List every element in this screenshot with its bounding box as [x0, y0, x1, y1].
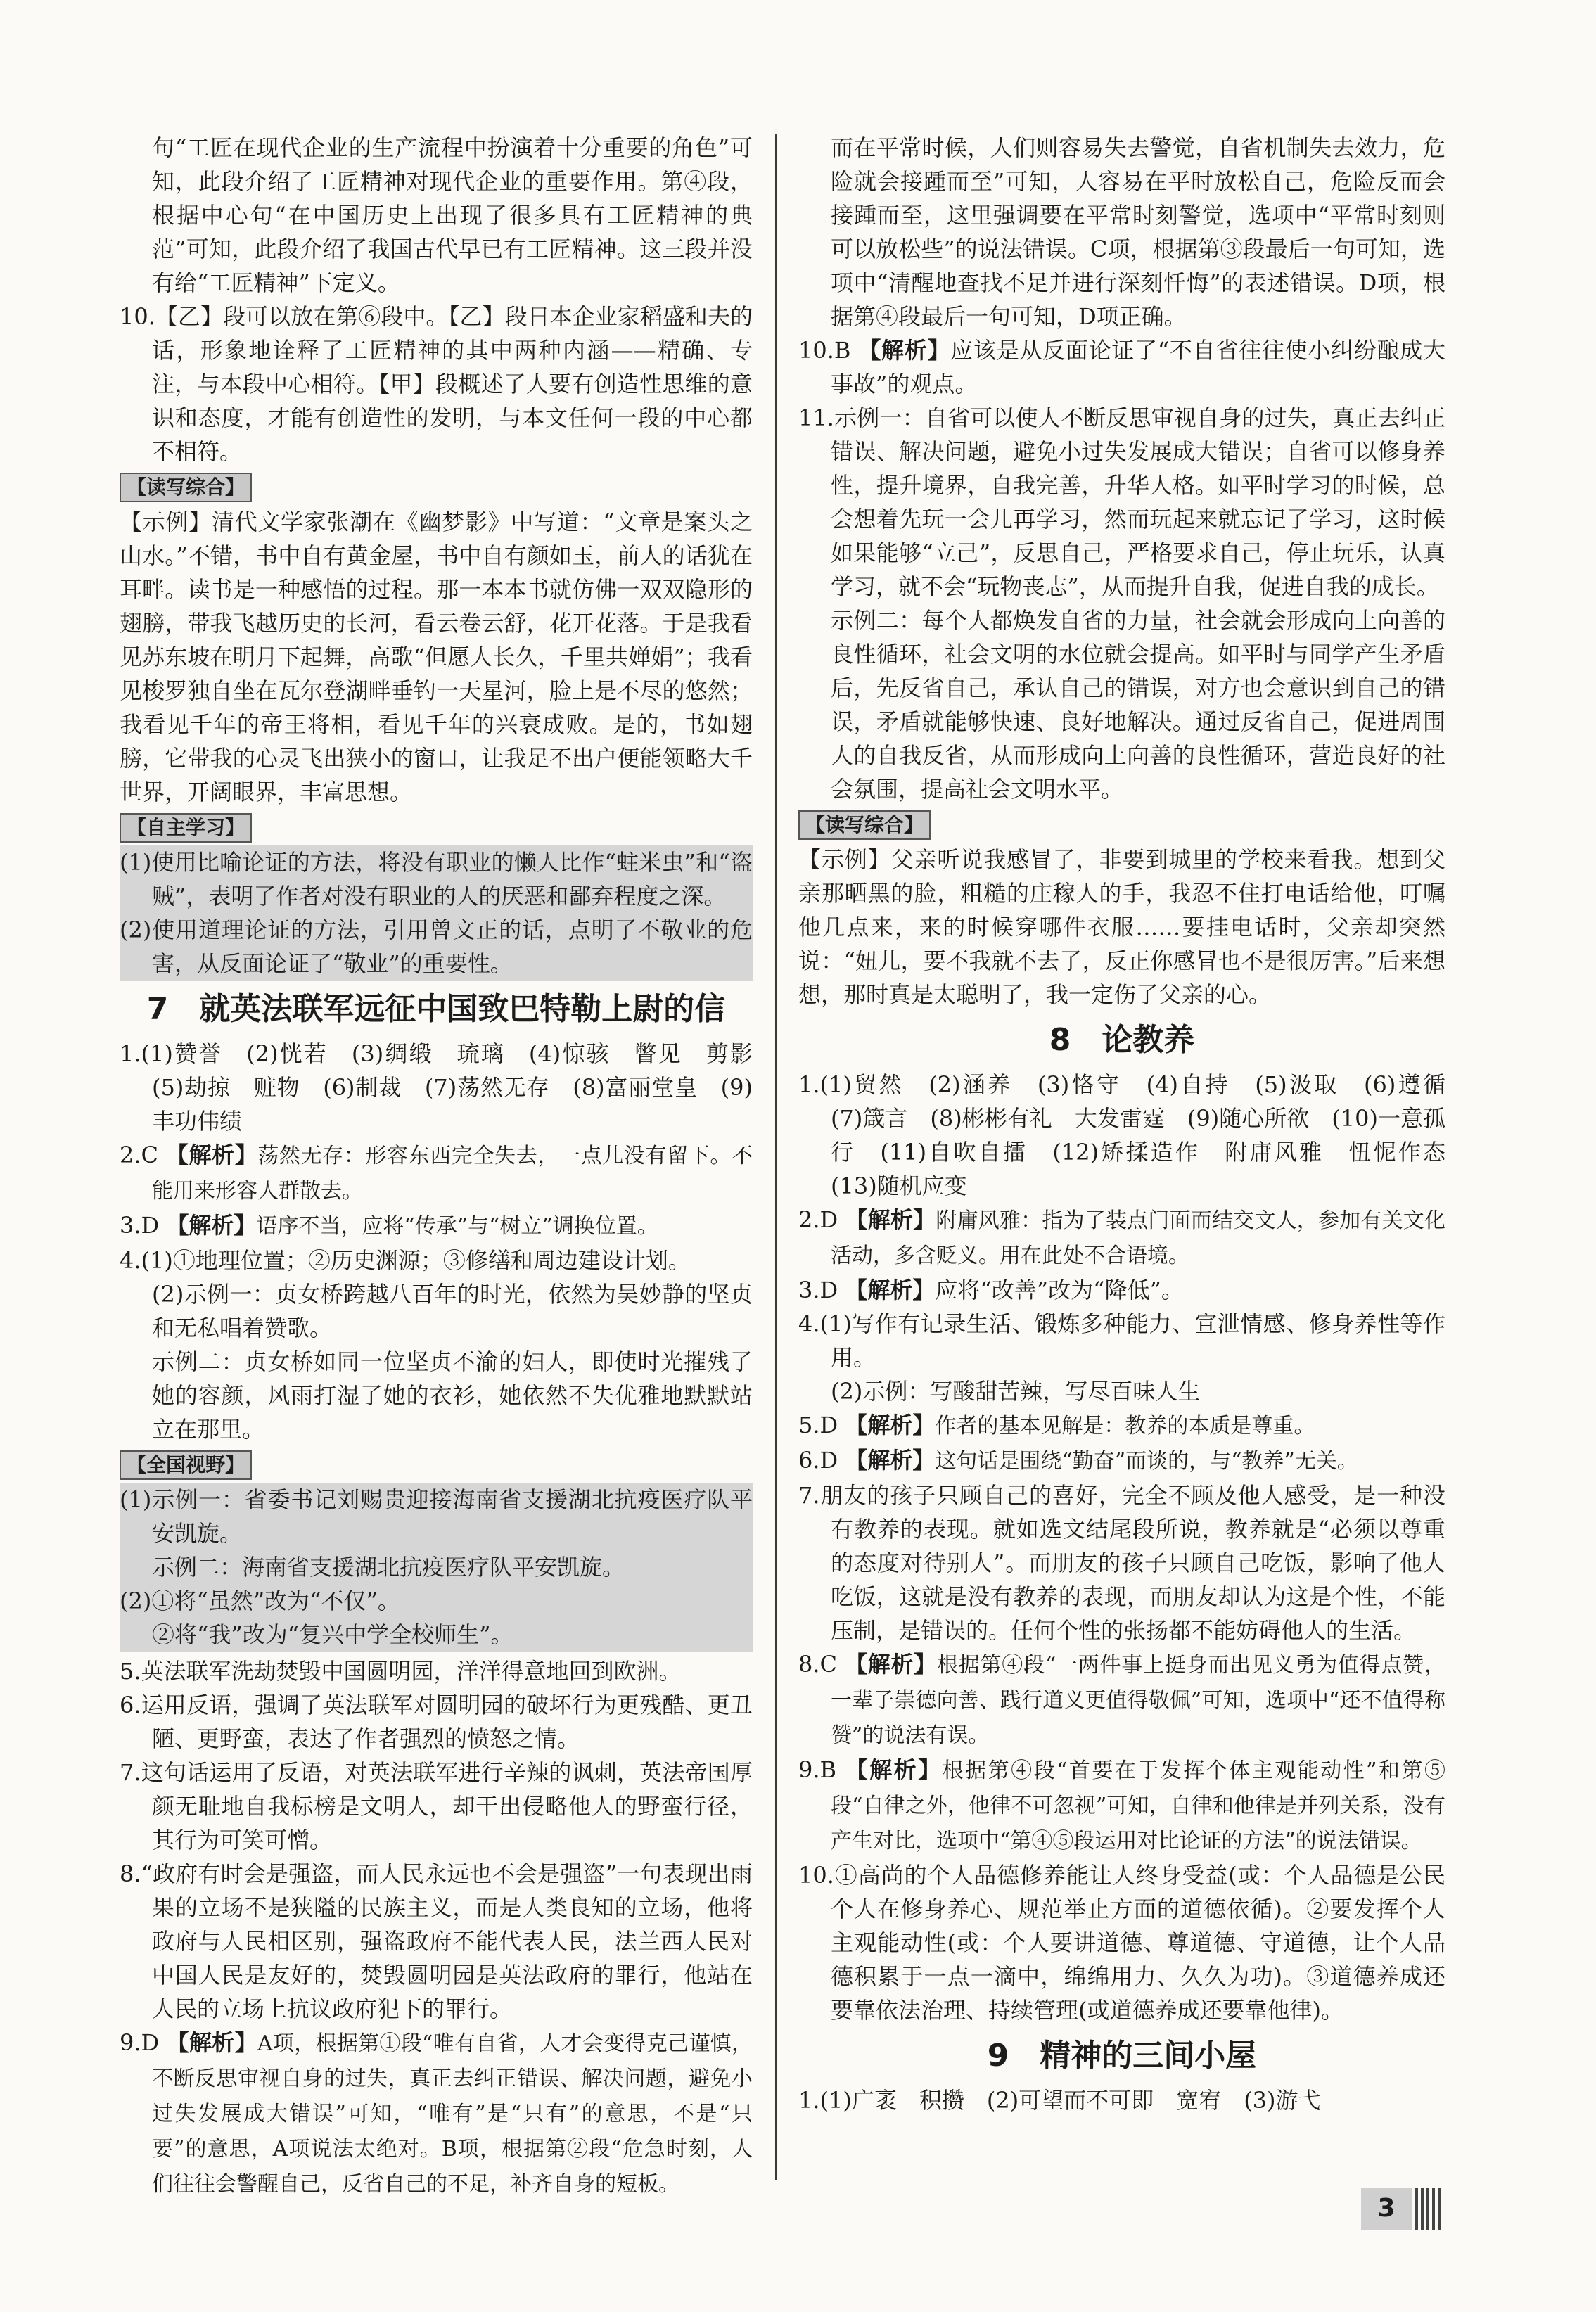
quanguo-item-2: 示例二：海南省支援湖北抗疫医疗队平安凯旋。 [152, 1554, 625, 1580]
section-tag-zizhu: 【 自主学习 】 [120, 813, 252, 843]
quanguo-item-4: ②将“我”改为“复兴中学全校师生”。 [152, 1621, 513, 1648]
section-tag-duxie-right: 【 读写综合 】 [798, 810, 931, 840]
zizhu-box [120, 845, 753, 981]
quanguo-item-3: (2)①将“虽然”改为“不仅”。 [120, 1588, 400, 1614]
answer-7-6: 6.运用反语，强调了英法联军对圆明园的破坏行为更残酷、更丑陋、更野蛮，表达了作者强烈的愤怒之情。 [120, 1692, 753, 1752]
answer-7-8: 8.“政府有时会是强盗，而人民永远也不会是强盗”一句表现出雨果的立场不是狭隘的民族主义，而是人类良知的立场，他将政府与人民相区别，强盗政府不能代表人民，法兰西人民对中国人民是友好的，焚毁圆明园是英法政府的罪行，他站在人民的立场上抗议政府犯下的罪行。 [120, 1860, 753, 2022]
answer-8-1: 1.(1)贸然 (2)涵养 (3)恪守 (4)自持 (5)汲取 (6)遵循 (7)箴言 (8)彬彬有礼 大发雷霆 (9)随心所欲 (10)一意孤行 (11)自吹自擂 (12)矫揉造作 附庸风雅 忸怩作态 (13)随机应变 [798, 1071, 1469, 1199]
answer-10-right: 10.B 【 解析 】 应该是从反面论证了“不自省往往使小纠纷酿成大事故”的观点。 [798, 333, 1445, 401]
column-divider [775, 134, 777, 2180]
answer-7-9: 9.D 【 解析 】 A项，根据第①段“唯有自省，人才会变得克己谨慎，不断反思审视自身的过失，真正去纠正错误、解决问题，避免小过失发展成大错误”可知，“唯有”是“只有”的意思，不是“只要”的意思，A项说法太绝对。B项，根据第②段“危急时刻，人们往往会警醒自己，反省自己的不足，补齐自身的短板。 [120, 2026, 753, 2202]
right-column [798, 131, 1469, 2199]
answer-11a: 11.示例一：自省可以使人不断反思审视自身的过失，真正去纠正错误、解决问题，避免小过失发展成大错误；自省可以修身养性，提升境界，自我完善，升华人格。如平时学习的时候，总会想着先玩一会儿再学习，然而玩起来就忘记了学习，这时候如果能够“立己”，反思自己，严格要求自己，停止玩乐，认真学习，就不会“玩物丧志”，从而提升自我，促进自我的成长。 [798, 404, 1445, 600]
answer-9-1: 1.(1)广袤 积攒 (2)可望而不可即 宽宥 (3)游弋 [798, 2087, 1321, 2114]
answer-8-4a: 4.(1)写作有记录生活、锻炼多种能力、宣泄情感、修身养性等作用。 [798, 1310, 1445, 1371]
lesson-9-title: 9 精神的三间小屋 [987, 2038, 1257, 2074]
answer-7-7: 7.这句话运用了反语，对英法联军进行辛辣的讽刺，英法帝国厚颜无耻地自我标榜是文明人，却干出侵略他人的野蛮行径，其行为可笑可憎。 [120, 1759, 753, 1853]
answer-8-3: 3.D 【 解析 】 应将“改善”改为“降低”。 [798, 1273, 1445, 1307]
answer-7-4a: 4.(1)①地理位置；②历史渊源；③修缮和周边建设计划。 [120, 1247, 691, 1274]
answer-7-2: 2.C 【 解析 】 荡然无存：形容东西完全失去，一点儿没有留下。不能用来形容人群散去。 [120, 1138, 753, 1208]
continuation-paragraph: 而在平常时候，人们则容易失去警觉，自省机制失去效力，危险就会接踵而至”可知，人容易在平时放松自己，危险反而会接踵而至，这里强调要在平常时刻警觉，选项中“平常时刻则可以放松些”的说法错误。C项，根据第③段最后一句可知，选项中“清醒地查找不足并进行深刻忏悔”的表述错误。D项，根据第④段最后一句可知，D项正确。 [831, 134, 1445, 330]
section-tag-duxie-left: 【 读写综合 】 [120, 473, 252, 502]
answer-8-6: 6.D 【 解析 】 这句话是围绕“勤奋”而谈的，与“教养”无关。 [798, 1443, 1445, 1478]
duxie-example-left: 【示例】清代文学家张潮在《幽梦影》中写道：“文章是案头之山水。”不错，书中自有黄金屋，书中自有颜如玉，前人的话犹在耳畔。读书是一种感悟的过程。那一本本书就仿佛一双双隐形的翅膀，带我飞越历史的长河，看云卷云舒，花开花落。于是我看见苏东坡在明月下起舞，高歌“但愿人长久，千里共婵娟”；我看见梭罗独自坐在瓦尔登湖畔垂钓一天星河，脸上是不尽的悠然；我看见千年的帝王将相，看见千年的兴衰成败。是的，书如翅膀，它带我的心灵飞出狭小的窗口，让我足不出户便能领略大千世界，开阔眼界，丰富思想。 [120, 509, 753, 805]
intro-paragraph: 句“工匠在现代企业的生产流程中扮演着十分重要的角色”可知，此段介绍了工匠精神对现代企业的重要作用。第④段，根据中心句“在中国历史上出现了很多具有工匠精神的典范”可知，此段介绍了我国古代早已有工匠精神。这三段并没有给“工匠精神”下定义。 [152, 134, 753, 296]
answer-10-left: 10.【乙】段可以放在第⑥段中。【乙】段日本企业家稻盛和夫的话，形象地诠释了工匠精神的其中两种内涵——精确、专注，与本段中心相符。【甲】段概述了人要有创造性思维的意识和态度，才能有创造性的发明，与本文任何一段的中心都不相符。 [120, 303, 753, 465]
answer-7-1: 1.(1)赞誉 (2)恍若 (3)绸缎 琉璃 (4)惊骇 瞥见 剪影 (5)劫掠 赃物 (6)制裁 (7)荡然无存 (8)富丽堂皇 (9)丰功伟绩 [120, 1040, 776, 1135]
section-tag-quanguo: 【 全国视野 】 [120, 1450, 252, 1480]
zizhu-item-2: (2)使用道理论证的方法，引用曾文正的话，点明了不敬业的危害，从反面论证了“敬业”的重要性。 [120, 917, 753, 977]
duxie-example-right: 【示例】父亲听说我感冒了，非要到城里的学校来看我。想到父亲那晒黑的脸，粗糙的庄稼人的手，我忍不住打电话给他，叮嘱他几点来，来的时候穿哪件衣服……要挂电话时，父亲却突然说：“妞儿，要不我就不去了，反正你感冒也不是很厉害。”后来想想，那时真是太聪明了，我一定伤了父亲的心。 [798, 846, 1445, 1008]
answer-8-5: 5.D 【 解析 】 作者的基本见解是：教养的本质是尊重。 [798, 1408, 1445, 1443]
page-number: 3 [1361, 2188, 1412, 2230]
page-number-stripes [1415, 2188, 1443, 2230]
answer-11b: 示例二：每个人都焕发自省的力量，社会就会形成向上向善的良性循环，社会文明的水位就会提高。如平时与同学产生矛盾后，先反省自己，承认自己的错误，对方也会意识到自己的错误，矛盾就能够快速、良好地解决。通过反省自己，促进周围人的自我反省，从而形成向上向善的良性循环，营造良好的社会氛围，提高社会文明水平。 [831, 607, 1445, 803]
quanguo-item-1: (1)示例一：省委书记刘赐贵迎接海南省支援湖北抗疫医疗队平安凯旋。 [120, 1486, 753, 1547]
answer-7-4b: (2)示例一：贞女桥跨越八百年的时光，依然为吴妙静的坚贞和无私唱着赞歌。 [152, 1281, 753, 1341]
answer-8-8: 8.C 【 解析 】 根据第④段“一两件事上挺身而出见义勇为值得点赞，一辈子崇德向善、践行道义更值得敬佩”可知，选项中“还不值得称赞”的说法有误。 [798, 1647, 1445, 1753]
answer-8-4b: (2)示例：写酸甜苦辣，写尽百味人生 [831, 1378, 1201, 1405]
answer-7-5: 5.英法联军洗劫焚毁中国圆明园，洋洋得意地回到欧洲。 [120, 1658, 682, 1685]
answer-8-9: 9.B 【 解析 】 根据第④段“首要在于发挥个体主观能动性”和第⑤段“自律之外，他律不可忽视”可知，自律和他律是并列关系，没有产生对比，选项中“第④⑤段运用对比论证的方法”的说法错误。 [798, 1753, 1445, 1858]
quanguo-box [120, 1483, 753, 1652]
lesson-8-title: 8 论教养 [1049, 1022, 1195, 1058]
answer-7-4c: 示例二：贞女桥如同一位坚贞不渝的妇人，即使时光摧残了她的容颜，风雨打湿了她的衣衫，她依然不失优雅地默默站立在那里。 [152, 1348, 753, 1443]
answer-8-2: 2.D 【 解析 】 附庸风雅：指为了装点门面而结交文人，参加有关文化活动，多含贬义。用在此处不合语境。 [798, 1203, 1445, 1273]
answer-8-7: 7.朋友的孩子只顾自己的喜好，完全不顾及他人感受，是一种没有教养的表现。就如选文结尾段所说，教养就是“必须以尊重的态度对待别人”。而朋友的孩子只顾自己吃饭，影响了他人吃饭，这就是没有教养的表现，而朋友却认为这是个性，不能压制，是错误的。任何个性的张扬都不能妨碍他人的生活。 [798, 1482, 1445, 1644]
left-column [120, 131, 776, 2199]
zizhu-item-1: (1)使用比喻论证的方法，将没有职业的懒人比作“蛀米虫”和“盗贼”，表明了作者对没有职业的人的厌恶和鄙弃程度之深。 [120, 849, 753, 909]
lesson-7-title: 7 就英法联军远征中国致巴特勒上尉的信 [146, 991, 726, 1027]
answer-7-3: 3.D 【 解析 】 语序不当，应将“传承”与“树立”调换位置。 [120, 1208, 753, 1244]
answer-8-10: 10.①高尚的个人品德修养能让人终身受益(或：个人品德是公民个人在修身养心、规范举止方面的道德依循)。②要发挥个人主观能动性(或：个人要讲道德、尊道德、守道德，让个人品德积累于一点一滴中，绵绵用力、久久为功)。③道德养成还要靠依法治理、持续管理(或道德养成还要靠他律)。 [798, 1862, 1445, 2024]
